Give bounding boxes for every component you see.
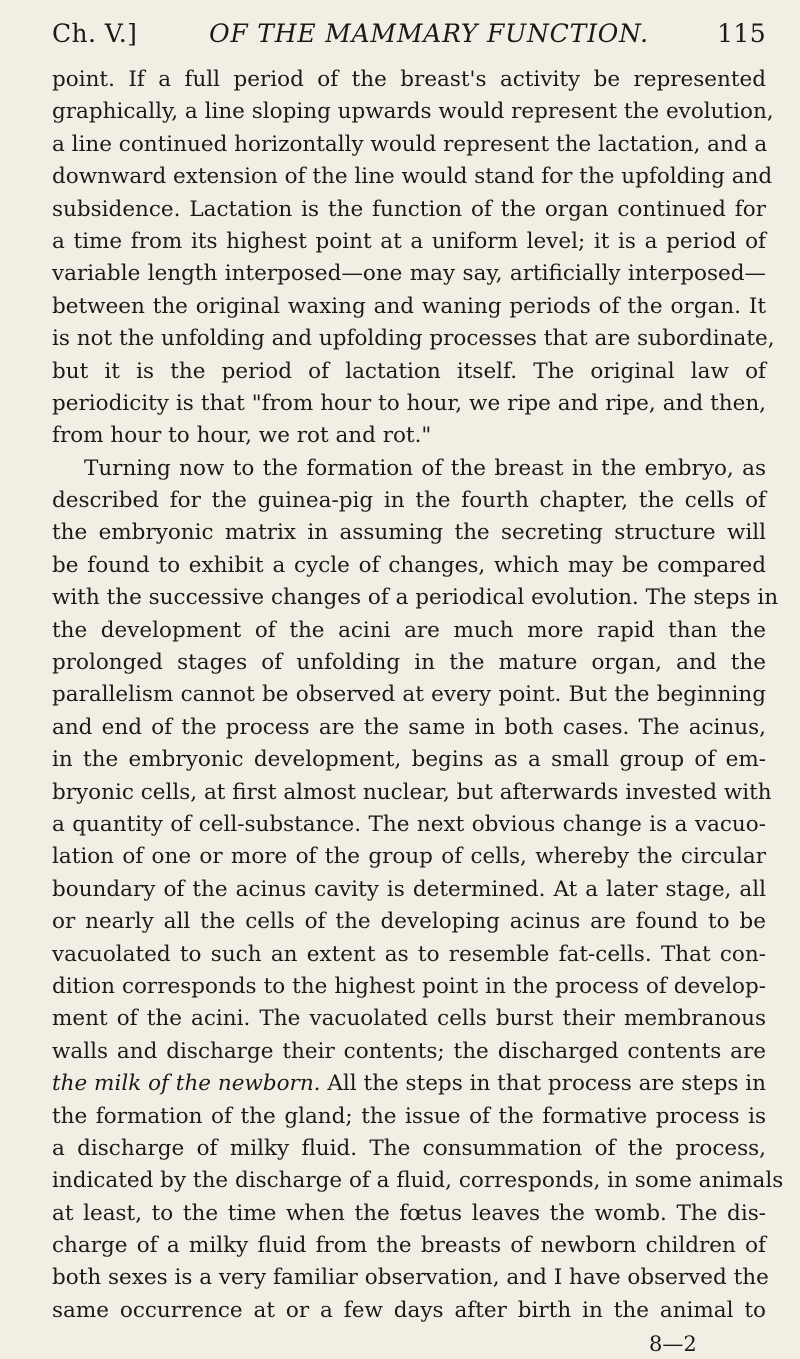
text-line: boundary of the acinus cavity is determined. At a later stage, all [52, 876, 766, 902]
text-line: vacuolated to such an extent as to resemble fat-cells. That con- [52, 941, 766, 967]
text-line: a time from its highest point at a uniform level; it is a period of [52, 228, 766, 254]
text-line: the milk of the newborn. All the steps in that process are steps in [52, 1071, 767, 1097]
text-line: lation of one or more of the group of cells, whereby the circular [52, 844, 766, 870]
text-line: dition corresponds to the highest point in the process of develop- [52, 973, 766, 999]
text-line: graphically, a line sloping upwards would represent the evolution, [52, 99, 774, 125]
text-line: from hour to hour, we rot and rot." [52, 423, 432, 449]
text-line: walls and discharge their contents; the discharged contents are [52, 1038, 766, 1064]
text-line: prolonged stages of unfolding in the mature organ, and the [52, 650, 766, 676]
running-title: OF THE MAMMARY FUNCTION. [209, 19, 649, 48]
chapter-label: Ch. V.] [52, 19, 138, 48]
text-line: the development of the acini are much more rapid than the [52, 617, 766, 643]
text-line: Turning now to the formation of the breast in the embryo, as [84, 455, 766, 481]
text-line: a quantity of cell-substance. The next obvious change is a vacuo- [52, 811, 766, 837]
body-text [52, 64, 784, 1327]
text-line: parallelism cannot be observed at every point. But the beginning [52, 682, 766, 708]
text-line: between the original waxing and waning periods of the organ. It [52, 293, 766, 319]
text-line: be found to exhibit a cycle of changes, which may be compared [52, 552, 766, 578]
text-line: ment of the acini. The vacuolated cells burst their membranous [52, 1006, 766, 1032]
text-line: point. If a full period of the breast's activity be represented [52, 67, 766, 92]
page-number: 115 [717, 19, 766, 48]
text-line: indicated by the discharge of a fluid, corresponds, in some animals [52, 1168, 784, 1194]
text-line: charge of a milky fluid from the breasts of newborn children of [52, 1233, 766, 1259]
text-line: in the embryonic development, begins as a small group of em- [52, 747, 766, 773]
text-line: the embryonic matrix in assuming the secreting structure will [52, 520, 766, 546]
text-line: a line continued horizontally would represent the lactation, and a [52, 131, 768, 157]
italic-phrase: the milk of the newborn. [52, 1071, 321, 1097]
text-line: a discharge of milky fluid. The consummation of the process, [52, 1135, 766, 1161]
text-line: downward extension of the line would stand for the upfolding and [52, 164, 773, 190]
text-line: with the successive changes of a periodical evolution. The steps in [52, 585, 779, 611]
text-line: is not the unfolding and upfolding processes that are subordinate, [52, 326, 775, 352]
text-line: but it is the period of lactation itself. The original law of [52, 358, 766, 384]
text-line: variable length interposed—one may say, artificially interposed— [52, 261, 766, 287]
text-line: subsidence. Lactation is the function of the organ continued for [52, 196, 766, 222]
text-line: both sexes is a very familiar observation, and I have observed the [52, 1265, 769, 1291]
text-line: periodicity is that "from hour to hour, we ripe and ripe, and then, [52, 390, 766, 416]
text-line: bryonic cells, at first almost nuclear, but afterwards invested with [52, 779, 772, 805]
text-line: at least, to the time when the fœtus leaves the womb. The dis- [52, 1200, 766, 1226]
text-line: or nearly all the cells of the developing acinus are found to be [52, 909, 766, 935]
text-line: same occurrence at or a few days after birth in the animal to [52, 1297, 766, 1323]
signature-mark: 8—2 [649, 1332, 697, 1357]
text-line: the formation of the gland; the issue of the formative process is [52, 1103, 766, 1129]
text-line: described for the guinea-pig in the fourth chapter, the cells of [52, 488, 766, 514]
running-head [52, 14, 766, 58]
text-line: and end of the process are the same in both cases. The acinus, [52, 714, 766, 740]
